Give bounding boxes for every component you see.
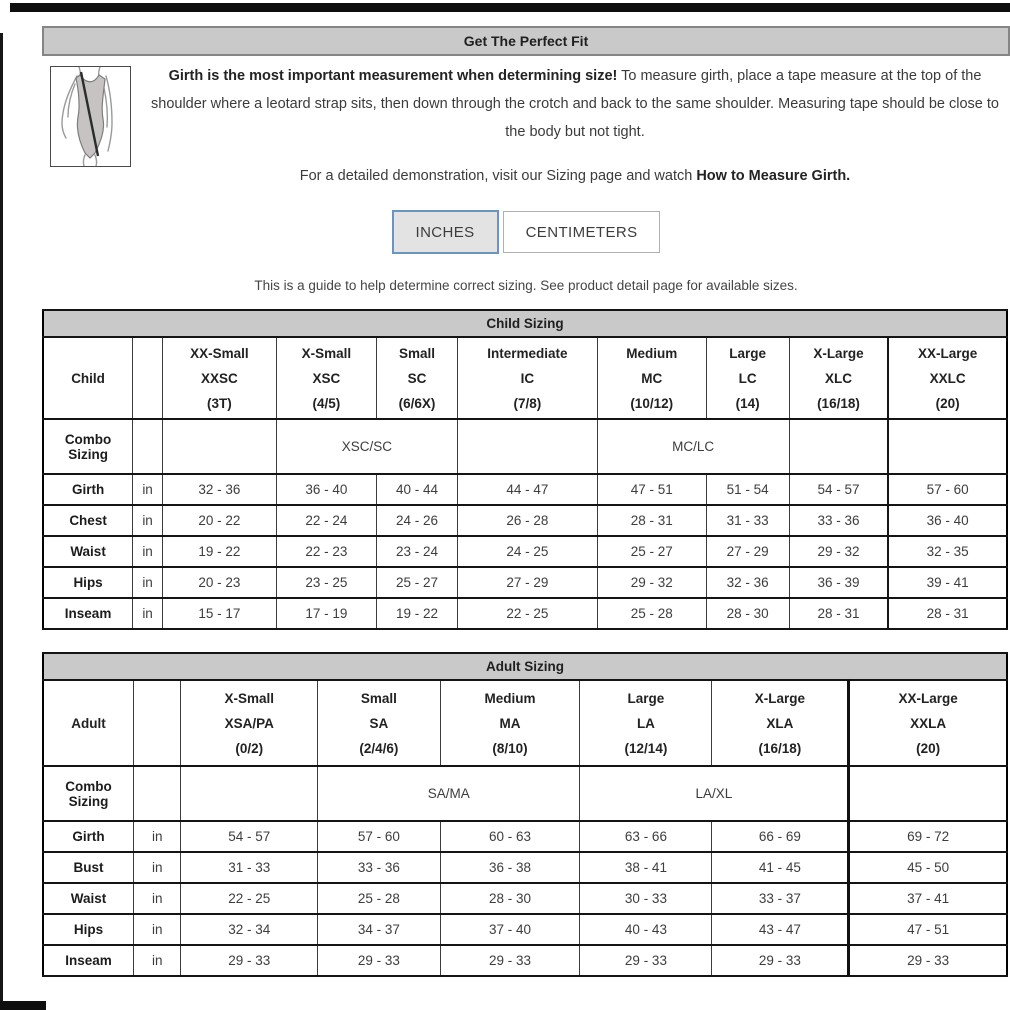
combo-sizing-cell: SA/MA: [318, 766, 580, 821]
range-cell: 24 - 25: [457, 536, 597, 567]
screenshot-edge-top: [10, 3, 1010, 12]
demo-note: [140, 168, 1010, 184]
range-cell: 39 - 41: [888, 567, 1007, 598]
range-cell: 69 - 72: [849, 821, 1007, 852]
measurement-row: [43, 852, 1007, 883]
size-column-header: [789, 337, 888, 419]
range-cell: 20 - 23: [163, 567, 277, 598]
combo-unit-cell: [134, 766, 181, 821]
unit-header-cell: [134, 680, 181, 766]
range-cell: 23 - 25: [276, 567, 376, 598]
girth-instructions-body: To measure girth, place a tape measure at the top of the shoulder where a leotard strap sits, then down through the crotch and back to the same shoulder. Measuring tape should be close to the body but not tight.: [151, 68, 999, 140]
measurement-label: Inseam: [43, 598, 133, 629]
unit-cell: in: [134, 852, 181, 883]
measurement-row: [43, 567, 1007, 598]
size-header-line: X-Small: [301, 345, 352, 361]
unit-cell: in: [134, 914, 181, 945]
measurement-row: [43, 883, 1007, 914]
range-cell: 25 - 27: [597, 536, 706, 567]
size-header-line: MA: [499, 715, 521, 731]
size-header-line: MC: [641, 370, 663, 386]
screenshot-edge-left: [0, 33, 3, 1010]
range-cell: 29 - 33: [712, 945, 849, 976]
range-cell: 28 - 30: [706, 598, 789, 629]
sizing-guide-note: This is a guide to help determine correct sizing. See product detail page for available sizes.: [254, 278, 798, 293]
range-cell: 63 - 66: [580, 821, 712, 852]
size-column-header: [888, 337, 1007, 419]
range-cell: 45 - 50: [849, 852, 1007, 883]
range-cell: 19 - 22: [377, 598, 458, 629]
size-header-line: XXSC: [201, 370, 238, 386]
size-header-line: XX-Large: [918, 345, 978, 361]
range-cell: 54 - 57: [789, 474, 888, 505]
size-column-header: [580, 680, 712, 766]
size-header-line: (12/14): [624, 740, 668, 756]
range-cell: 32 - 34: [181, 914, 318, 945]
range-cell: 20 - 22: [163, 505, 277, 536]
unit-cell: in: [133, 505, 163, 536]
range-cell: 57 - 60: [318, 821, 440, 852]
range-cell: 22 - 23: [276, 536, 376, 567]
range-cell: 25 - 27: [377, 567, 458, 598]
measurement-label: Inseam: [43, 945, 134, 976]
range-cell: 22 - 25: [181, 883, 318, 914]
combo-sizing-cell: [789, 419, 888, 474]
size-header-line: X-Small: [224, 690, 275, 706]
range-cell: 28 - 31: [789, 598, 888, 629]
combo-sizing-cell: [849, 766, 1007, 821]
combo-sizing-cell: LA/XL: [580, 766, 849, 821]
unit-cell: in: [134, 883, 181, 914]
measurement-label: Girth: [43, 821, 134, 852]
measurement-label: Waist: [43, 536, 133, 567]
size-header-line: XX-Large: [898, 690, 958, 706]
range-cell: 29 - 33: [440, 945, 580, 976]
range-cell: 31 - 33: [181, 852, 318, 883]
range-cell: 40 - 44: [377, 474, 458, 505]
range-cell: 41 - 45: [712, 852, 849, 883]
size-header-line: XSA/PA: [224, 715, 274, 731]
range-cell: 28 - 31: [888, 598, 1007, 629]
demo-note-text: For a detailed demonstration, visit our Sizing page and watch: [299, 168, 697, 184]
table-group-label: Child: [43, 337, 133, 419]
range-cell: 54 - 57: [181, 821, 318, 852]
size-header-line: XXLC: [929, 370, 966, 386]
range-cell: 29 - 32: [597, 567, 706, 598]
range-cell: 36 - 39: [789, 567, 888, 598]
size-header-line: XX-Small: [190, 345, 249, 361]
range-cell: 28 - 31: [597, 505, 706, 536]
range-cell: 30 - 33: [580, 883, 712, 914]
range-cell: 51 - 54: [706, 474, 789, 505]
range-cell: 33 - 36: [318, 852, 440, 883]
size-header-line: (2/4/6): [359, 740, 399, 756]
measurement-row: [43, 945, 1007, 976]
size-header-line: X-Large: [813, 345, 864, 361]
size-header-line: Medium: [484, 690, 536, 706]
unit-header-cell: [133, 337, 163, 419]
combo-sizing-cell: MC/LC: [597, 419, 789, 474]
range-cell: 15 - 17: [163, 598, 277, 629]
unit-cell: in: [134, 821, 181, 852]
size-header-line: X-Large: [754, 690, 806, 706]
size-column-header: [276, 337, 376, 419]
combo-unit-cell: [133, 419, 163, 474]
combo-row-label: Combo Sizing: [43, 419, 133, 474]
table-title: Child Sizing: [43, 310, 1007, 337]
measurement-label: Waist: [43, 883, 134, 914]
range-cell: 33 - 37: [712, 883, 849, 914]
range-cell: 38 - 41: [580, 852, 712, 883]
range-cell: 36 - 38: [440, 852, 580, 883]
combo-sizing-cell: [163, 419, 277, 474]
size-header-line: (10/12): [630, 395, 674, 411]
size-header-line: (0/2): [235, 740, 264, 756]
size-header-line: XXLA: [910, 715, 947, 731]
page-title: [42, 26, 1010, 56]
range-cell: 44 - 47: [457, 474, 597, 505]
centimeters-button[interactable]: CENTIMETERS: [503, 211, 661, 253]
combo-row-label: Combo Sizing: [43, 766, 134, 821]
girth-diagram-image: [50, 66, 131, 167]
size-header-line: (6/6X): [398, 395, 436, 411]
combo-sizing-cell: [888, 419, 1007, 474]
range-cell: 28 - 30: [440, 883, 580, 914]
size-header-line: Intermediate: [487, 345, 568, 361]
measurement-row: [43, 536, 1007, 567]
range-cell: 34 - 37: [318, 914, 440, 945]
size-column-header: [163, 337, 277, 419]
range-cell: 31 - 33: [706, 505, 789, 536]
girth-instructions: [140, 62, 1010, 146]
range-cell: 23 - 24: [377, 536, 458, 567]
table-title: Adult Sizing: [43, 653, 1007, 680]
size-header-line: IC: [520, 370, 535, 386]
range-cell: 43 - 47: [712, 914, 849, 945]
range-cell: 37 - 41: [849, 883, 1007, 914]
range-cell: 37 - 40: [440, 914, 580, 945]
range-cell: 36 - 40: [276, 474, 376, 505]
range-cell: 27 - 29: [706, 536, 789, 567]
size-column-header: [377, 337, 458, 419]
size-header-line: XSC: [312, 370, 341, 386]
measurement-label: Hips: [43, 567, 133, 598]
unit-cell: in: [134, 945, 181, 976]
measurement-label: Girth: [43, 474, 133, 505]
size-header-line: LA: [636, 715, 655, 731]
range-cell: 36 - 40: [888, 505, 1007, 536]
size-column-header: [597, 337, 706, 419]
range-cell: 22 - 25: [457, 598, 597, 629]
range-cell: 29 - 33: [318, 945, 440, 976]
size-header-line: Small: [360, 690, 397, 706]
combo-sizing-cell: [457, 419, 597, 474]
unit-cell: in: [133, 598, 163, 629]
size-header-line: (14): [735, 395, 760, 411]
measurement-row: [43, 821, 1007, 852]
adult-sizing-table: [42, 652, 1008, 977]
size-column-header: [706, 337, 789, 419]
size-header-line: SA: [369, 715, 389, 731]
size-header-line: SC: [407, 370, 427, 386]
size-header-line: Large: [627, 690, 665, 706]
size-column-header: [181, 680, 318, 766]
range-cell: 47 - 51: [597, 474, 706, 505]
range-cell: 32 - 35: [888, 536, 1007, 567]
measurement-label: Bust: [43, 852, 134, 883]
leotard-girth-icon: [51, 67, 130, 166]
unit-cell: in: [133, 567, 163, 598]
measurement-label: Hips: [43, 914, 134, 945]
size-header-line: XLC: [824, 370, 852, 386]
range-cell: 17 - 19: [276, 598, 376, 629]
size-header-line: LC: [738, 370, 757, 386]
size-chart-content: [42, 26, 1010, 977]
range-cell: 29 - 33: [580, 945, 712, 976]
size-header-line: (8/10): [492, 740, 528, 756]
inches-button[interactable]: INCHES: [392, 210, 499, 254]
size-column-header: [712, 680, 849, 766]
range-cell: 40 - 43: [580, 914, 712, 945]
range-cell: 19 - 22: [163, 536, 277, 567]
measurement-row: [43, 598, 1007, 629]
measurement-label: Chest: [43, 505, 133, 536]
size-header-line: (16/18): [817, 395, 860, 411]
range-cell: 25 - 28: [318, 883, 440, 914]
size-header-line: (7/8): [513, 395, 542, 411]
unit-cell: in: [133, 474, 163, 505]
range-cell: 32 - 36: [706, 567, 789, 598]
range-cell: 29 - 33: [849, 945, 1007, 976]
size-column-header: [457, 337, 597, 419]
size-column-header: [849, 680, 1007, 766]
range-cell: 57 - 60: [888, 474, 1007, 505]
child-sizing-table: [42, 309, 1008, 630]
size-header-line: (20): [916, 740, 941, 756]
screenshot-edge-corner: [0, 1001, 46, 1010]
combo-sizing-cell: [181, 766, 318, 821]
demo-note-bold: How to Measure Girth.: [696, 168, 851, 184]
size-header-line: XLA: [766, 715, 794, 731]
range-cell: 47 - 51: [849, 914, 1007, 945]
size-header-line: Small: [398, 345, 436, 361]
range-cell: 32 - 36: [163, 474, 277, 505]
measurement-row: [43, 505, 1007, 536]
unit-cell: in: [133, 536, 163, 567]
size-column-header: [318, 680, 440, 766]
size-header-line: (4/5): [312, 395, 341, 411]
unit-toggle-group: [42, 210, 1010, 254]
page-title-text: Get The Perfect Fit: [463, 33, 589, 49]
size-column-header: [440, 680, 580, 766]
size-header-line: (16/18): [758, 740, 802, 756]
range-cell: 60 - 63: [440, 821, 580, 852]
range-cell: 25 - 28: [597, 598, 706, 629]
range-cell: 26 - 28: [457, 505, 597, 536]
range-cell: 29 - 33: [181, 945, 318, 976]
table-group-label: Adult: [43, 680, 134, 766]
measurement-row: [43, 474, 1007, 505]
girth-intro-section: [42, 62, 1010, 184]
range-cell: 66 - 69: [712, 821, 849, 852]
range-cell: 22 - 24: [276, 505, 376, 536]
measurement-row: [43, 914, 1007, 945]
range-cell: 33 - 36: [789, 505, 888, 536]
size-header-line: (3T): [207, 395, 232, 411]
range-cell: 29 - 32: [789, 536, 888, 567]
size-header-line: (20): [935, 395, 960, 411]
combo-sizing-cell: XSC/SC: [276, 419, 457, 474]
size-header-line: Medium: [626, 345, 678, 361]
girth-instructions-bold: Girth is the most important measurement when determining size!: [168, 68, 618, 84]
range-cell: 27 - 29: [457, 567, 597, 598]
size-header-line: Large: [729, 345, 766, 361]
range-cell: 24 - 26: [377, 505, 458, 536]
